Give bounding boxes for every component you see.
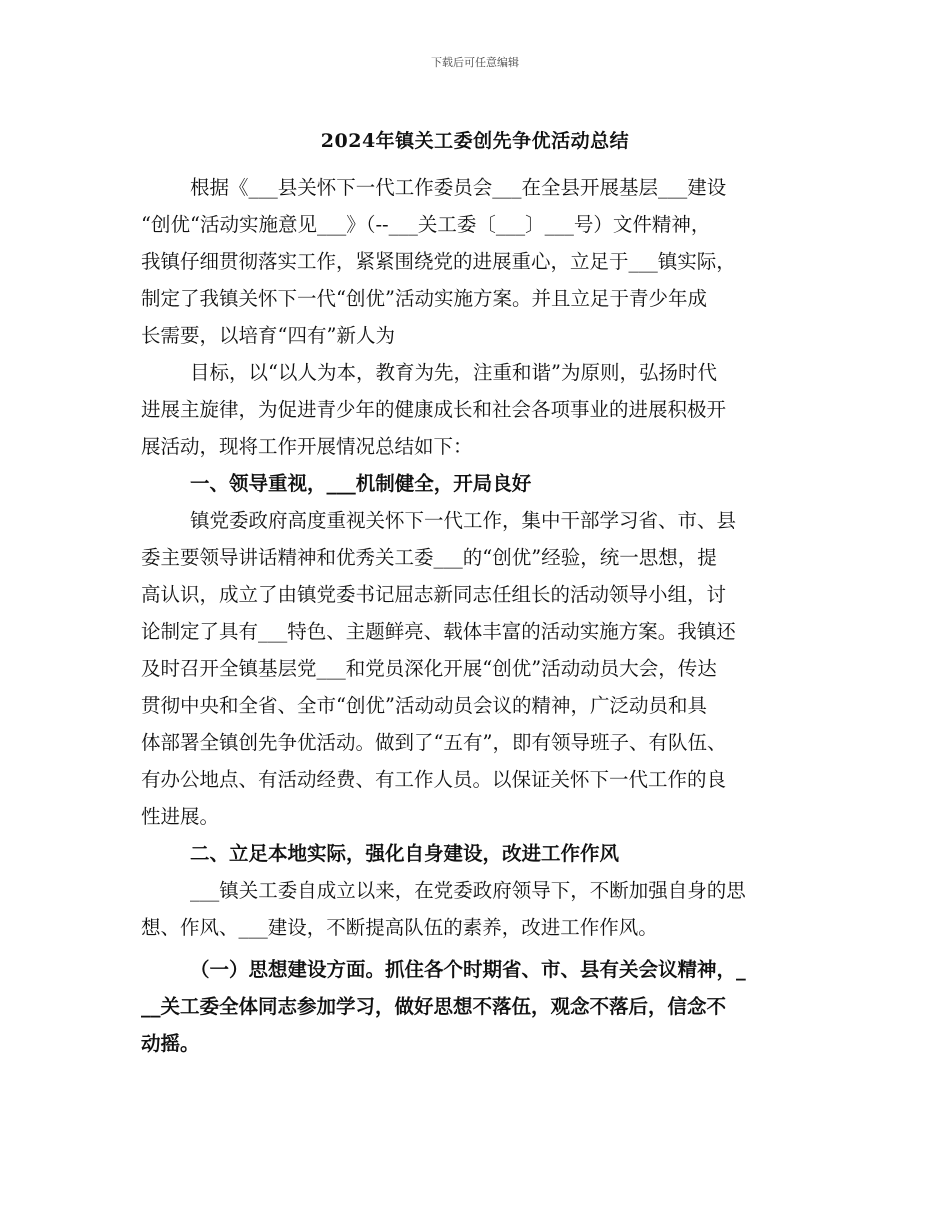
section-heading-2: 二、立足本地实际，强化自身建设，改进工作作风 (190, 842, 620, 865)
paragraph-line: 论制定了具有___特色、主题鲜亮、载体丰富的活动实施方案。我镇还 (141, 620, 736, 643)
paragraph-line: 展活动，现将工作开展情况总结如下： (141, 435, 473, 458)
paragraph-line: 制定了我镇关怀下一代“创优”活动实施方案。并且立足于青少年成 (141, 287, 707, 310)
subsection-paragraph-line: __关工委全体同志参加学习，做好思想不落伍，观念不落后，信念不 (141, 995, 727, 1018)
paragraph-line: 根据《___县关怀下一代工作委员会___在全县开展基层___建设 (190, 176, 727, 199)
paragraph-line: 委主要领导讲话精神和优秀关工委___的“创优”经验，统一思想，提 (141, 546, 717, 569)
paragraph-line: 目标，以“以人为本，教育为先，注重和谐”为原则，弘扬时代 (190, 361, 717, 384)
paragraph-line: 高认识，成立了由镇党委书记屈志新同志任组长的活动领导小组，讨 (141, 583, 727, 606)
subsection-paragraph-line: 动摇。 (141, 1032, 200, 1055)
paragraph-line: 想、作风、___建设，不断提高队伍的素养，改进工作作风。 (141, 916, 658, 939)
subsection-paragraph-line: （一）思想建设方面。抓住各个时期省、市、县有关会议精神，_ (190, 958, 746, 981)
paragraph-line: 进展主旋律，为促进青少年的健康成长和社会各项事业的进展积极开 (141, 398, 727, 421)
paragraph-line: 长需要，以培育“四有”新人为 (141, 324, 395, 347)
section-heading-1: 一、领导重视，___机制健全，开局良好 (190, 472, 532, 495)
paragraph-line: “创优“活动实施意见___》（--___关工委〔___〕___号）文件精神， (141, 213, 711, 236)
paragraph-line: 有办公地点、有活动经费、有工作人员。以保证关怀下一代工作的良 (141, 768, 727, 791)
paragraph-line: 贯彻中央和全省、全市“创优”活动动员会议的精神，广泛动员和具 (141, 694, 707, 717)
paragraph-line: 体部署全镇创先争优活动。做到了“五有”，即有领导班子、有队伍、 (141, 731, 727, 754)
paragraph-line: ___镇关工委自成立以来，在党委政府领导下，不断加强自身的思 (190, 879, 746, 902)
paragraph-line: 镇党委政府高度重视关怀下一代工作，集中干部学习省、市、县 (190, 509, 737, 532)
paragraph-line: 我镇仔细贯彻落实工作，紧紧围绕党的进展重心，立足于___镇实际， (141, 250, 736, 273)
document-title: 2024年镇关工委创先争优活动总结 (320, 130, 630, 152)
header-note: 下载后可任意编辑 (431, 56, 519, 69)
paragraph-line: 及时召开全镇基层党___和党员深化开展“创优”活动动员大会，传达 (141, 657, 717, 680)
paragraph-line: 性进展。 (141, 805, 220, 828)
